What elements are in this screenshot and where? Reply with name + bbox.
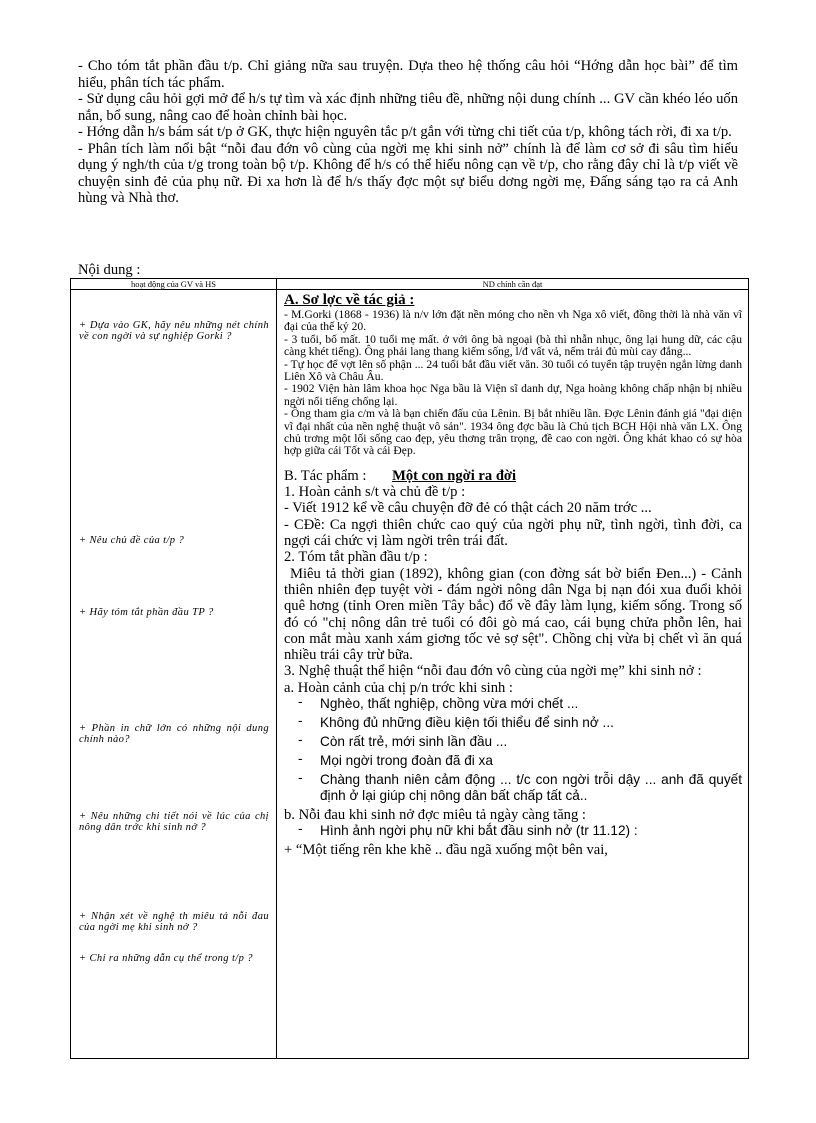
main-content-column: [277, 290, 749, 1059]
content-line: 2. Tóm tắt phần đầu t/p :: [284, 549, 428, 566]
pain-list: [284, 823, 742, 839]
list-item: - Chàng thanh niên cảm động ... t/c con ngời trỗi dậy ... anh đã quyết định ở lại giúp chị nông dân bất chấp tất cả..: [306, 772, 742, 804]
header-activities: hoạt động của GV và HS: [71, 279, 277, 290]
content-line: b. Nỗi đau khi sinh nở đợc miêu tả ngày càng tăng :: [284, 807, 586, 824]
work-title: Một con ngời ra đời: [392, 467, 517, 484]
content-line: + “Một tiếng rên khe khẽ .. đầu ngã xuống một bên vai,: [284, 842, 608, 859]
teacher-question: + Nêu những chi tiết nói về lúc của chị nông dân trớc khi sinh nở ?: [79, 811, 269, 833]
list-item: - Không đủ những điều kiện tối thiểu để sinh nở ...: [306, 715, 742, 731]
content-line: 1. Hoàn cảnh s/t và chủ đề t/p :: [284, 484, 466, 501]
content-line: Miêu tả thời gian (1892), không gian (con đờng sát bờ biển Đen...) - Cảnh thiên nhiên đẹp tuyệt vời - đám ngời nông dân Nga bị nạn đói xua đuổi khỏi quê hơng (tỉnh Oren miền Tây bắc) đổ về đây làm lụng, kiếm sống. Trong số đó có "chị nông dân trẻ tuổi có đôi gò má cao, cái bụng chửa phỗn lên, hai con mắt màu xanh xám giơng tốc vẻ sợ sệt". Chồng chị vừa bị chết vì ăn quá nhiều trái cây trừ bữa.: [284, 565, 742, 664]
author-fact: - 3 tuổi, bố mất. 10 tuổi mẹ mất. ở với ông bà ngoại (bà thì nhẫn nhục, ông lại hung dữ, các cậu càng khét tiếng). Ông phải lang thang kiếm sống, l/đ vất vả, nếm trải đủ mùi cay đắng...: [284, 332, 742, 359]
author-fact: - Tự học để vợt lên số phận ... 24 tuổi bắt đầu viết văn. 30 tuổi có tuyển tập truyện ngắn lừng danh Liên Xô và Châu Âu.: [284, 357, 742, 384]
content-line: - CĐề: Ca ngợi thiên chức cao quý của ngời phụ nữ, tình ngời, tình đời, ca ngợi cái chức vị làm ngời trên trái đất.: [284, 516, 742, 550]
activities-column: [71, 290, 277, 1059]
teacher-question: + Phần in chữ lớn có những nội dung chính nào?: [79, 723, 269, 745]
circumstance-list: [284, 696, 742, 804]
intro-paragraph: - Hớng dẫn h/s bám sát t/p ở GK, thực hiện nguyên tắc p/t gắn với từng chi tiết của t/p, không tách rời, đi xa t/p.: [78, 124, 732, 140]
intro-paragraph: - Sử dụng câu hỏi gợi mở để h/s tự tìm và xác định những tiêu đề, những nội dung chính ... GV cần khéo léo uốn nắn, bổ sung, nâng cao để hoàn chỉnh bài học.: [78, 91, 738, 124]
list-item: - Mọi ngời trong đoàn đã đi xa: [306, 753, 742, 769]
header-main-content: ND chính cần đạt: [277, 279, 749, 290]
list-item: - Còn rất trẻ, mới sinh lần đầu ...: [306, 734, 742, 750]
teacher-question: + Chỉ ra những dẫn cụ thể trong t/p ?: [79, 953, 253, 964]
list-item: - Hình ảnh ngời phụ nữ khi bắt đầu sinh nở (tr 11.12) :: [306, 823, 742, 839]
content-line: - Viết 1912 kể về câu chuyện đỡ đẻ có thật cách 20 năm trớc ...: [284, 500, 652, 517]
content-heading: Nội dung :: [78, 262, 141, 278]
teacher-question: + Dựa vào GK, hãy nêu những nét chính về con ngời và sự nghiệp Gorki ?: [79, 320, 269, 342]
section-a-title: A. Sơ lợc về tác giả :: [284, 292, 415, 308]
teacher-question: + Nêu chủ đề của t/p ?: [79, 535, 185, 546]
teacher-question: + Hãy tóm tắt phần đầu TP ?: [79, 607, 214, 618]
content-line: a. Hoàn cảnh của chị p/n trớc khi sinh :: [284, 679, 513, 696]
section-b-label: B. Tác phẩm :: [284, 467, 367, 484]
intro-paragraph: - Phân tích làm nổi bật “nỗi đau đớn vô cùng của ngời mẹ khi sinh nở” chính là để làm cơ sở đi sâu tìm hiểu dụng ý ngh/th của t/g trong toàn bộ t/p. Không để h/s có thể hiểu nông cạn về t/p, cho rằng đây chỉ là t/p viết về chuyện sinh đẻ của phụ nữ. Đi xa hơn là để h/s thấy đợc một sự biểu dơng ngời mẹ, Đấng sáng tạo ra cả Anh hùng và Nhà thơ.: [78, 140, 738, 206]
lesson-table: [70, 278, 749, 1059]
list-item: - Nghèo, thất nghiệp, chồng vừa mới chết ...: [306, 696, 742, 712]
table-header-row: [71, 279, 749, 290]
section-b: [284, 468, 742, 859]
intro-paragraph: - Cho tóm tắt phần đầu t/p. Chỉ giảng nữa sau truyện. Dựa theo hệ thống câu hỏi “Hớng dẫn học bài” để tìm hiểu, phân tích tác phẩm.: [78, 58, 738, 91]
author-fact: - Ông tham gia c/m và là bạn chiến đấu của Lênin. Bị bắt nhiều lần. Đợc Lênin đánh giá "đại diện vĩ đại nhất của nền nghệ thuật vô sản". 1934 ông đợc bầu là Chủ tịch BCH Hội nhà văn LX. Ông chủ trơng một lối sống cao đẹp, yêu thơng trân trọng, đề cao con ngời. Ông khát khao có sự hòa hợp giữa cái Tốt và cái Đẹp.: [284, 407, 742, 458]
teacher-question: + Nhận xét về nghệ th miêu tả nỗi đau của ngời mẹ khi sinh nở ?: [79, 911, 269, 933]
author-fact: - 1902 Viện hàn lâm khoa học Nga bầu là Viện sĩ danh dự, Nga hoàng không chấp nhận bị nhiều ngời nổi tiếng chống lại.: [284, 382, 742, 408]
intro-guidance: [78, 58, 738, 207]
content-line: 3. Nghệ thuật thể hiện “nỗi đau đớn vô cùng của ngời mẹ” khi sinh nở :: [284, 663, 702, 680]
author-fact: - M.Gorki (1868 - 1936) là n/v lớn đặt nền móng cho nền vh Nga xô viết, đồng thời là nhà văn vĩ đại của thế kỷ 20.: [284, 308, 742, 334]
table-body-row: [71, 290, 749, 1059]
section-b-title: [284, 468, 742, 484]
